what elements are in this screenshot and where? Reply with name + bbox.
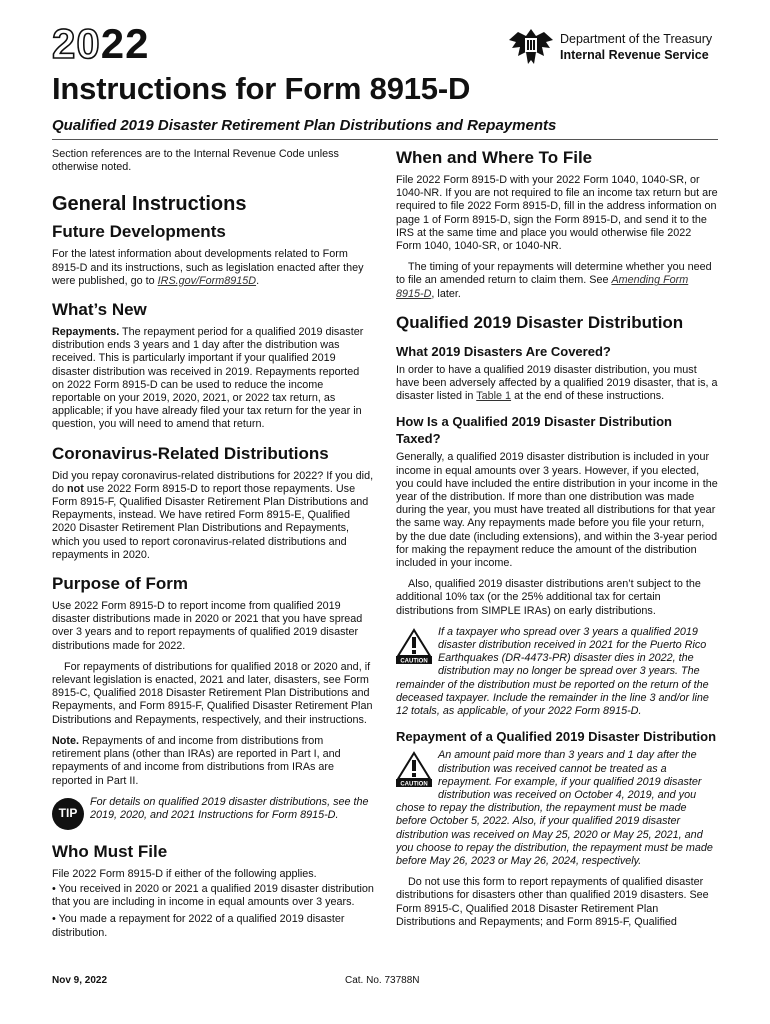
- caution-icon: [396, 628, 432, 668]
- year-outline: 20: [52, 20, 101, 67]
- caution-text-2: An amount paid more than 3 years and 1 day after the distribution was received cannot be treated as a repayment. For example, if your qualified 2019 disaster distribution was received on October 4, 2019, and you chose to repay the distribution, the repayment must be made before October 5, 2022. Also, if your qualified 2019 disaster distribution was received on May 25, 2020 or May 25, 2021, and you choose to repay the distribution, the repayment must be made before May 26, 2023 or May 26, 2024, respectively.: [396, 749, 713, 867]
- when-where-paragraph-1: File 2022 Form 8915-D with your 2022 Form 1040, 1040-SR, or 1040-NR. If you are not required to file an income tax return but are required to file 2022 Form 8915-D, fill in the address information on page 1 of Form 8915-D, sign the Form 8915-D, and send it to the IRS at the same time and place you would otherwise file 2022 Form 1040, 1040-SR, or 1040-NR.: [396, 174, 718, 253]
- how-taxed-paragraph-2: Also, qualified 2019 disaster distributions aren’t subject to the additional 10% tax (or the 25% additional tax for certain distributions from SIMPLE IRAs) on early distributions.: [396, 578, 701, 617]
- list-item: • You received in 2020 or 2021 a qualified 2019 disaster distribution that you are including in income in equal amounts over 3 years.: [52, 882, 374, 909]
- page-title: Instructions for Form 8915-D: [52, 71, 471, 106]
- who-must-file-list: [52, 883, 374, 940]
- list-item: • You made a repayment for 2022 of a qualified 2019 disaster distribution.: [52, 913, 345, 939]
- disasters-covered-text: In order to have a qualified 2019 disaster distribution, you must have been adversely affected by a qualified 2019 disaster, that is, a disaster listed in Table 1 at the end of these instructions.: [396, 363, 718, 403]
- amending-form-link[interactable]: Amending Form 8915-D: [396, 274, 689, 300]
- note-paragraph: Note. Repayments of and income from distributions from retirement plans (other than IRAs) are reported in Part I, and repayments of and income from distributions from IRAs are reported in Part II.: [52, 734, 341, 787]
- purpose-heading: Purpose of Form: [52, 574, 189, 594]
- left-column: [52, 148, 374, 944]
- tip-icon: TIP: [52, 798, 84, 830]
- svg-text:CAUTION: CAUTION: [400, 658, 428, 664]
- irs-form8915d-link[interactable]: IRS.gov/Form8915D: [157, 274, 257, 287]
- svg-text:CAUTION: CAUTION: [400, 781, 428, 788]
- future-developments-heading: Future Developments: [52, 222, 226, 242]
- year-bold: 22: [100, 20, 150, 67]
- form-year: [52, 20, 149, 68]
- page-subtitle: Qualified 2019 Disaster Retirement Plan Distributions and Repayments: [52, 117, 557, 134]
- dept-treasury: Department of the Treasury: [560, 32, 713, 46]
- caution-box-2: [396, 749, 718, 868]
- repayments-paragraph: Repayments. The repayment period for a qualified 2019 disaster distribution ends 3 years and 1 day after the distribution was received. This is particularly important if your qualified 2019 disaster distribution was received in 2019. Repayments reported on 2022 Form 8915-D can be used to reduce the income reportable on your 2019, 2020, 2021, or 2022 tax return, as applicable; if you have already filed your tax return for the year in question, you will need to amend that return.: [52, 326, 364, 431]
- qualified-distribution-heading: Qualified 2019 Disaster Distribution: [396, 312, 684, 332]
- coronavirus-paragraph: Did you repay coronavirus-related distributions for 2022? If you did, do not use 2022 Form 8915-D to report those repayments. Use Form 8915-F, Qualified Disaster Retirement Plan Distributions and Repayments, instead. We have retired Form 8915-E, Qualified 2020 Disaster Retirement Plan Distributions and Repayments, which you used to report coronavirus-related distributions and repayments in 2020.: [52, 469, 374, 561]
- section-references: Section references are to the Internal Revenue Code unless otherwise noted.: [52, 148, 339, 174]
- tip-box: [52, 796, 374, 830]
- department-block: [560, 31, 712, 63]
- future-developments-text: For the latest information about developments related to Form 8915-D and its instructions, such as legislation enacted after they were published, go to IRS.gov/Form8915D.: [52, 248, 364, 287]
- right-column: [396, 148, 718, 937]
- note-label: Note.: [52, 734, 79, 747]
- repayments-label: Repayments.: [52, 326, 120, 339]
- purpose-paragraph-1: Use 2022 Form 8915-D to report income from qualified 2019 disaster distributions made in 2020 or 2021 that you have spread over 3 years and to report repayments of qualified 2019 disaster distributions made for 2022.: [52, 600, 363, 652]
- caution-text-1: If a taxpayer who spread over 3 years a qualified 2019 disaster distribution received in 2021 for the Puerto Rico Earthquakes (DR-4473-PR) disaster dies in 2022, the distribution may no longer be spread over 3 years. The remainder of the distribution must be reported on the return of the deceased taxpayer. Include the remainder in the line 3 and/or line 12 totals, as applicable, of your 2022 Form 8915-D.: [396, 625, 709, 718]
- when-where-paragraph-2: The timing of your repayments will determine whether you need to file an amended return to claim them. See Amending Form 8915-D, later.: [396, 261, 712, 300]
- footer-date: Nov 9, 2022: [52, 975, 108, 986]
- disasters-covered-heading: What 2019 Disasters Are Covered?: [396, 343, 611, 359]
- when-where-heading: When and Where To File: [396, 148, 593, 167]
- who-must-file-text: File 2022 Form 8915-D if either of the following applies.: [52, 867, 317, 880]
- caution-icon: [396, 751, 432, 791]
- table-1-link[interactable]: Table 1: [476, 390, 512, 403]
- how-taxed-heading: How Is a Qualified 2019 Disaster Distribution Taxed?: [396, 414, 672, 447]
- general-instructions-heading: General Instructions: [52, 193, 247, 216]
- purpose-paragraph-2: For repayments of distributions for qualified 2018 or 2020 and, if relevant legislation is enacted, 2021 and later, disasters, see Form 8915-C, Qualified 2018 Disaster Retirement Plan Distributions and Repayments, and Form 8915-F, Qualified Disaster Retirement Plan Distributions and Repayments, respectively, and their instructions.: [52, 660, 373, 726]
- how-taxed-paragraph-1: Generally, a qualified 2019 disaster distribution is included in your income in equal amounts over 3 years. However, if you elected, you could have included the entire distribution in your income in the year of the distribution. If more than one distribution was made during the year, you must have treated all distributions for that year the same way. Any repayments made before you file your return, by the due date (including extensions), and within the 3-year period for making the repayment reduce the amount of the distribution included in your income.: [396, 451, 718, 570]
- who-must-file-heading: Who Must File: [52, 841, 168, 861]
- bullet-icon: •: [52, 913, 56, 926]
- footer-catalog-number: Cat. No. 73788N: [345, 975, 420, 986]
- irs-eagle-logo-icon: [506, 26, 556, 68]
- caution-box-1: [396, 626, 718, 718]
- coronavirus-heading: Coronavirus-Related Distributions: [52, 443, 329, 463]
- dept-irs: Internal Revenue Service: [560, 48, 709, 62]
- bullet-icon: •: [52, 882, 56, 895]
- do-not-use-paragraph: Do not use this form to report repayments of qualified disaster distributions for disasters other than qualified 2019 disasters. See Form 8915-C, Qualified 2018 Disaster Retirement Plan Distributions and Repayments; and Form 8915-F, Qualified: [396, 876, 709, 928]
- header-divider: [52, 139, 718, 140]
- tip-text: For details on qualified 2019 disaster distributions, see the 2019, 2020, and 2021 Instructions for Form 8915-D.: [90, 795, 369, 821]
- repayment-heading: Repayment of a Qualified 2019 Disaster Distribution: [396, 729, 717, 745]
- whats-new-heading: What’s New: [52, 300, 147, 320]
